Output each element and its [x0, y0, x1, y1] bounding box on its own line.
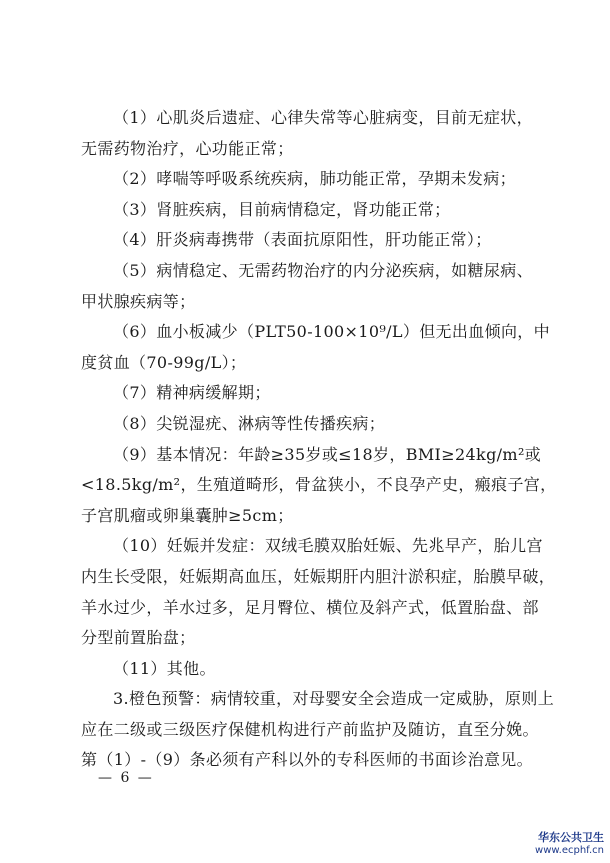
text-line: （6）血小板减少（PLT50-100×10⁹/L）但无出血倾向，中	[113, 322, 550, 342]
text-line: （5）病情稳定、无需药物治疗的内分泌疾病，如糖尿病、	[113, 260, 533, 280]
site-watermark	[535, 831, 604, 857]
watermark-url: www.ecphf.cn	[535, 845, 604, 856]
watermark-site-name: 华东公共卫生	[538, 831, 604, 844]
text-line: （7）精神病缓解期；	[113, 383, 271, 403]
text-line: 应在二级或三级医疗保健机构进行产前监护及随访，直至分娩。	[81, 719, 539, 739]
text-line: （8）尖锐湿疣、淋病等性传播疾病；	[113, 413, 386, 433]
text-line: （4）肝炎病毒携带（表面抗原阳性，肝功能正常）；	[113, 230, 492, 250]
page-number: — 6 —	[98, 770, 154, 786]
text-line: 分型前置胎盘；	[81, 628, 196, 648]
text-line: 3.橙色预警：病情较重，对母婴安全会造成一定威胁，原则上	[113, 689, 555, 709]
text-line: 子宫肌瘤或卵巢囊肿≥5cm；	[81, 505, 294, 525]
text-line: （2）哮喘等呼吸系统疾病，肺功能正常，孕期未发病；	[113, 169, 516, 189]
text-line: 无需药物治疗，心功能正常；	[81, 138, 294, 158]
text-line: <18.5kg/m²，生殖道畸形，骨盆狭小，不良孕产史，瘢痕子宫，	[81, 475, 557, 495]
text-line: 甲状腺疾病等；	[81, 291, 196, 311]
document-body	[81, 103, 557, 776]
text-line: 内生长受限，妊娠期高血压，妊娠期肝内胆汁淤积症，胎膜早破，	[81, 566, 556, 586]
text-line: 羊水过少，羊水过多，足月臀位、横位及斜产式，低置胎盘、部	[81, 597, 539, 617]
text-line: （3）肾脏疾病，目前病情稳定，肾功能正常；	[113, 199, 451, 219]
text-line: （10）妊娠并发症：双绒毛膜双胎妊娠、先兆早产，胎儿宫	[113, 536, 543, 556]
text-line: （11）其他。	[113, 658, 216, 678]
text-line: 度贫血（70-99g/L）；	[81, 352, 247, 372]
text-line: （9）基本情况：年龄≥35岁或≤18岁，BMI≥24kg/m²或	[113, 444, 542, 464]
text-line: （1）心肌炎后遗症、心律失常等心脏病变，目前无症状，	[113, 108, 533, 127]
text-line: 第（1）-（9）条必须有产科以外的专科医师的书面诊治意见。	[81, 750, 533, 770]
